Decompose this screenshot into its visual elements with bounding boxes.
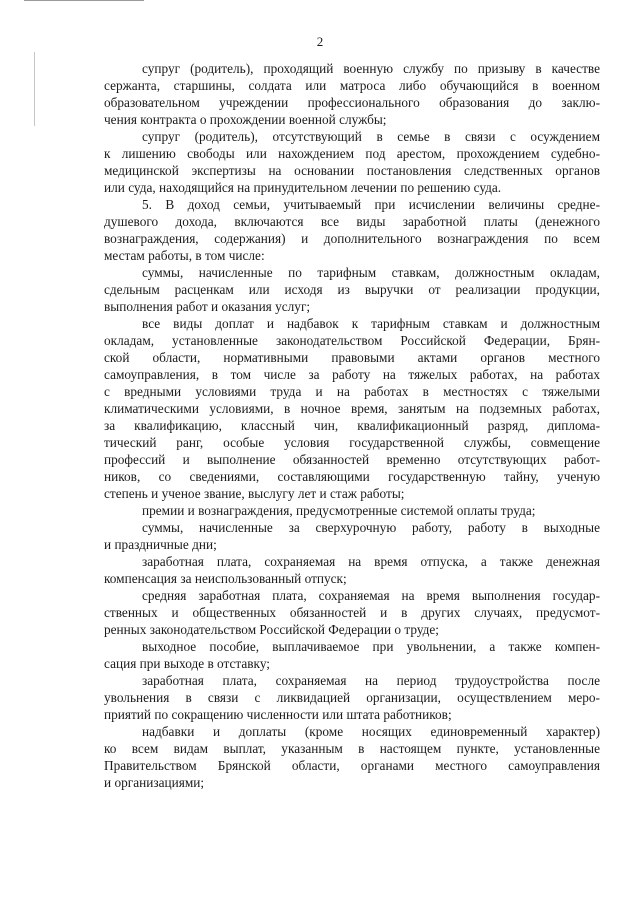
text-line: выполнения работ и оказания услуг; [104, 299, 311, 314]
text-line: окладам, установленные законодательством Российской Федерации, Брян- [104, 333, 600, 348]
text-line: сержанта, старшины, солдата или матроса либо обучающийся в военном [104, 78, 600, 93]
text-line: 5. В доход семьи, учитываемый при исчислении величины средне- [142, 197, 600, 212]
text-line: все виды доплат и надбавок к тарифным ставкам и должностным [142, 316, 600, 331]
paragraph [104, 60, 600, 128]
text-line: ственных и общественных обязанностей и в других случаях, предусмот- [104, 605, 600, 620]
document-body [104, 60, 600, 791]
text-line: и праздничные дни; [104, 537, 217, 552]
text-line: медицинской экспертизы на основании постановления следственных органов [104, 163, 600, 178]
text-line: сация при выходе в отставку; [104, 656, 270, 671]
text-line: премии и вознаграждения, предусмотренные системой оплаты труда; [142, 503, 536, 518]
text-line: или суда, находящийся на принудительном лечении по решению суда. [104, 180, 502, 195]
paragraph [104, 638, 600, 672]
text-line: ко всем видам выплат, указанным в настоящем пункте, установленные [104, 741, 600, 756]
text-line: вознаграждения, содержания) и дополнительного вознаграждения по всем [104, 231, 600, 246]
paragraph [104, 553, 600, 587]
text-line: увольнения в связи с ликвидацией организации, осуществлением меро- [104, 690, 600, 705]
text-line: надбавки и доплаты (кроме носящих единовременный характер) [142, 724, 600, 739]
text-line: Правительством Брянской области, органами местного самоуправления [104, 758, 600, 773]
paragraph [104, 502, 600, 519]
paragraph [104, 264, 600, 315]
text-line: душевого дохода, включаются все виды заработной платы (денежного [104, 214, 600, 229]
text-line: суммы, начисленные за сверхурочную работу, работу в выходные [142, 520, 600, 535]
text-line: ской области, нормативными правовыми актами органов местного [104, 350, 600, 365]
text-line: сдельным расценкам или исходя из выручки от реализации продукции, [104, 282, 600, 297]
text-line: к лишению свободы или нахождением под арестом, прохождением судебно- [104, 146, 600, 161]
paragraph [104, 196, 600, 264]
text-line: за квалификацию, классный чин, квалификационный разряд, диплома- [104, 418, 600, 433]
text-line: степень и ученое звание, выслугу лет и стаж работы; [104, 486, 405, 501]
text-line: компенсация за неиспользованный отпуск; [104, 571, 347, 586]
text-line: ников, со сведениями, составляющими государственную тайну, ученую [104, 469, 600, 484]
text-line: местам работы, в том числе: [104, 248, 265, 263]
paragraph [104, 723, 600, 791]
text-line: заработная плата, сохраняемая на время отпуска, а также денежная [142, 554, 600, 569]
scan-edge-mark [24, 0, 144, 1]
paragraph [104, 315, 600, 502]
paragraph [104, 672, 600, 723]
text-line: заработная плата, сохраняемая на период трудоустройства после [142, 673, 600, 688]
text-line: и организациями; [104, 775, 205, 790]
text-line: образовательном учреждении профессионального образования до заклю- [104, 95, 600, 110]
scan-margin-mark [34, 52, 35, 126]
text-line: приятий по сокращению численности или штата работников; [104, 707, 452, 722]
text-line: самоуправления, в том числе за работу на тяжелых работах, на работах [104, 367, 600, 382]
text-line: супруг (родитель), проходящий военную службу по призыву в качестве [142, 61, 600, 76]
page-number: 2 [316, 34, 324, 49]
text-line: средняя заработная плата, сохраняемая на время выполнения государ- [142, 588, 600, 603]
text-line: чения контракта о прохождении военной службы; [104, 112, 387, 127]
paragraph [104, 128, 600, 196]
text-line: суммы, начисленные по тарифным ставкам, должностным окладам, [142, 265, 600, 280]
text-line: профессий и выполнение обязанностей временно отсутствующих работ- [104, 452, 600, 467]
text-line: ренных законодательством Российской Федерации о труде; [104, 622, 439, 637]
text-line: выходное пособие, выплачиваемое при увольнении, а также компен- [142, 639, 600, 654]
paragraph [104, 587, 600, 638]
text-line: супруг (родитель), отсутствующий в семье в связи с осуждением [142, 129, 600, 144]
paragraph [104, 519, 600, 553]
text-line: с вредными условиями труда и на работах в местностях с тяжелыми [104, 384, 600, 399]
text-line: тический ранг, особые условия государственной службы, совмещение [104, 435, 600, 450]
text-line: климатическими условиями, в ночное время, занятым на подземных работах, [104, 401, 600, 416]
